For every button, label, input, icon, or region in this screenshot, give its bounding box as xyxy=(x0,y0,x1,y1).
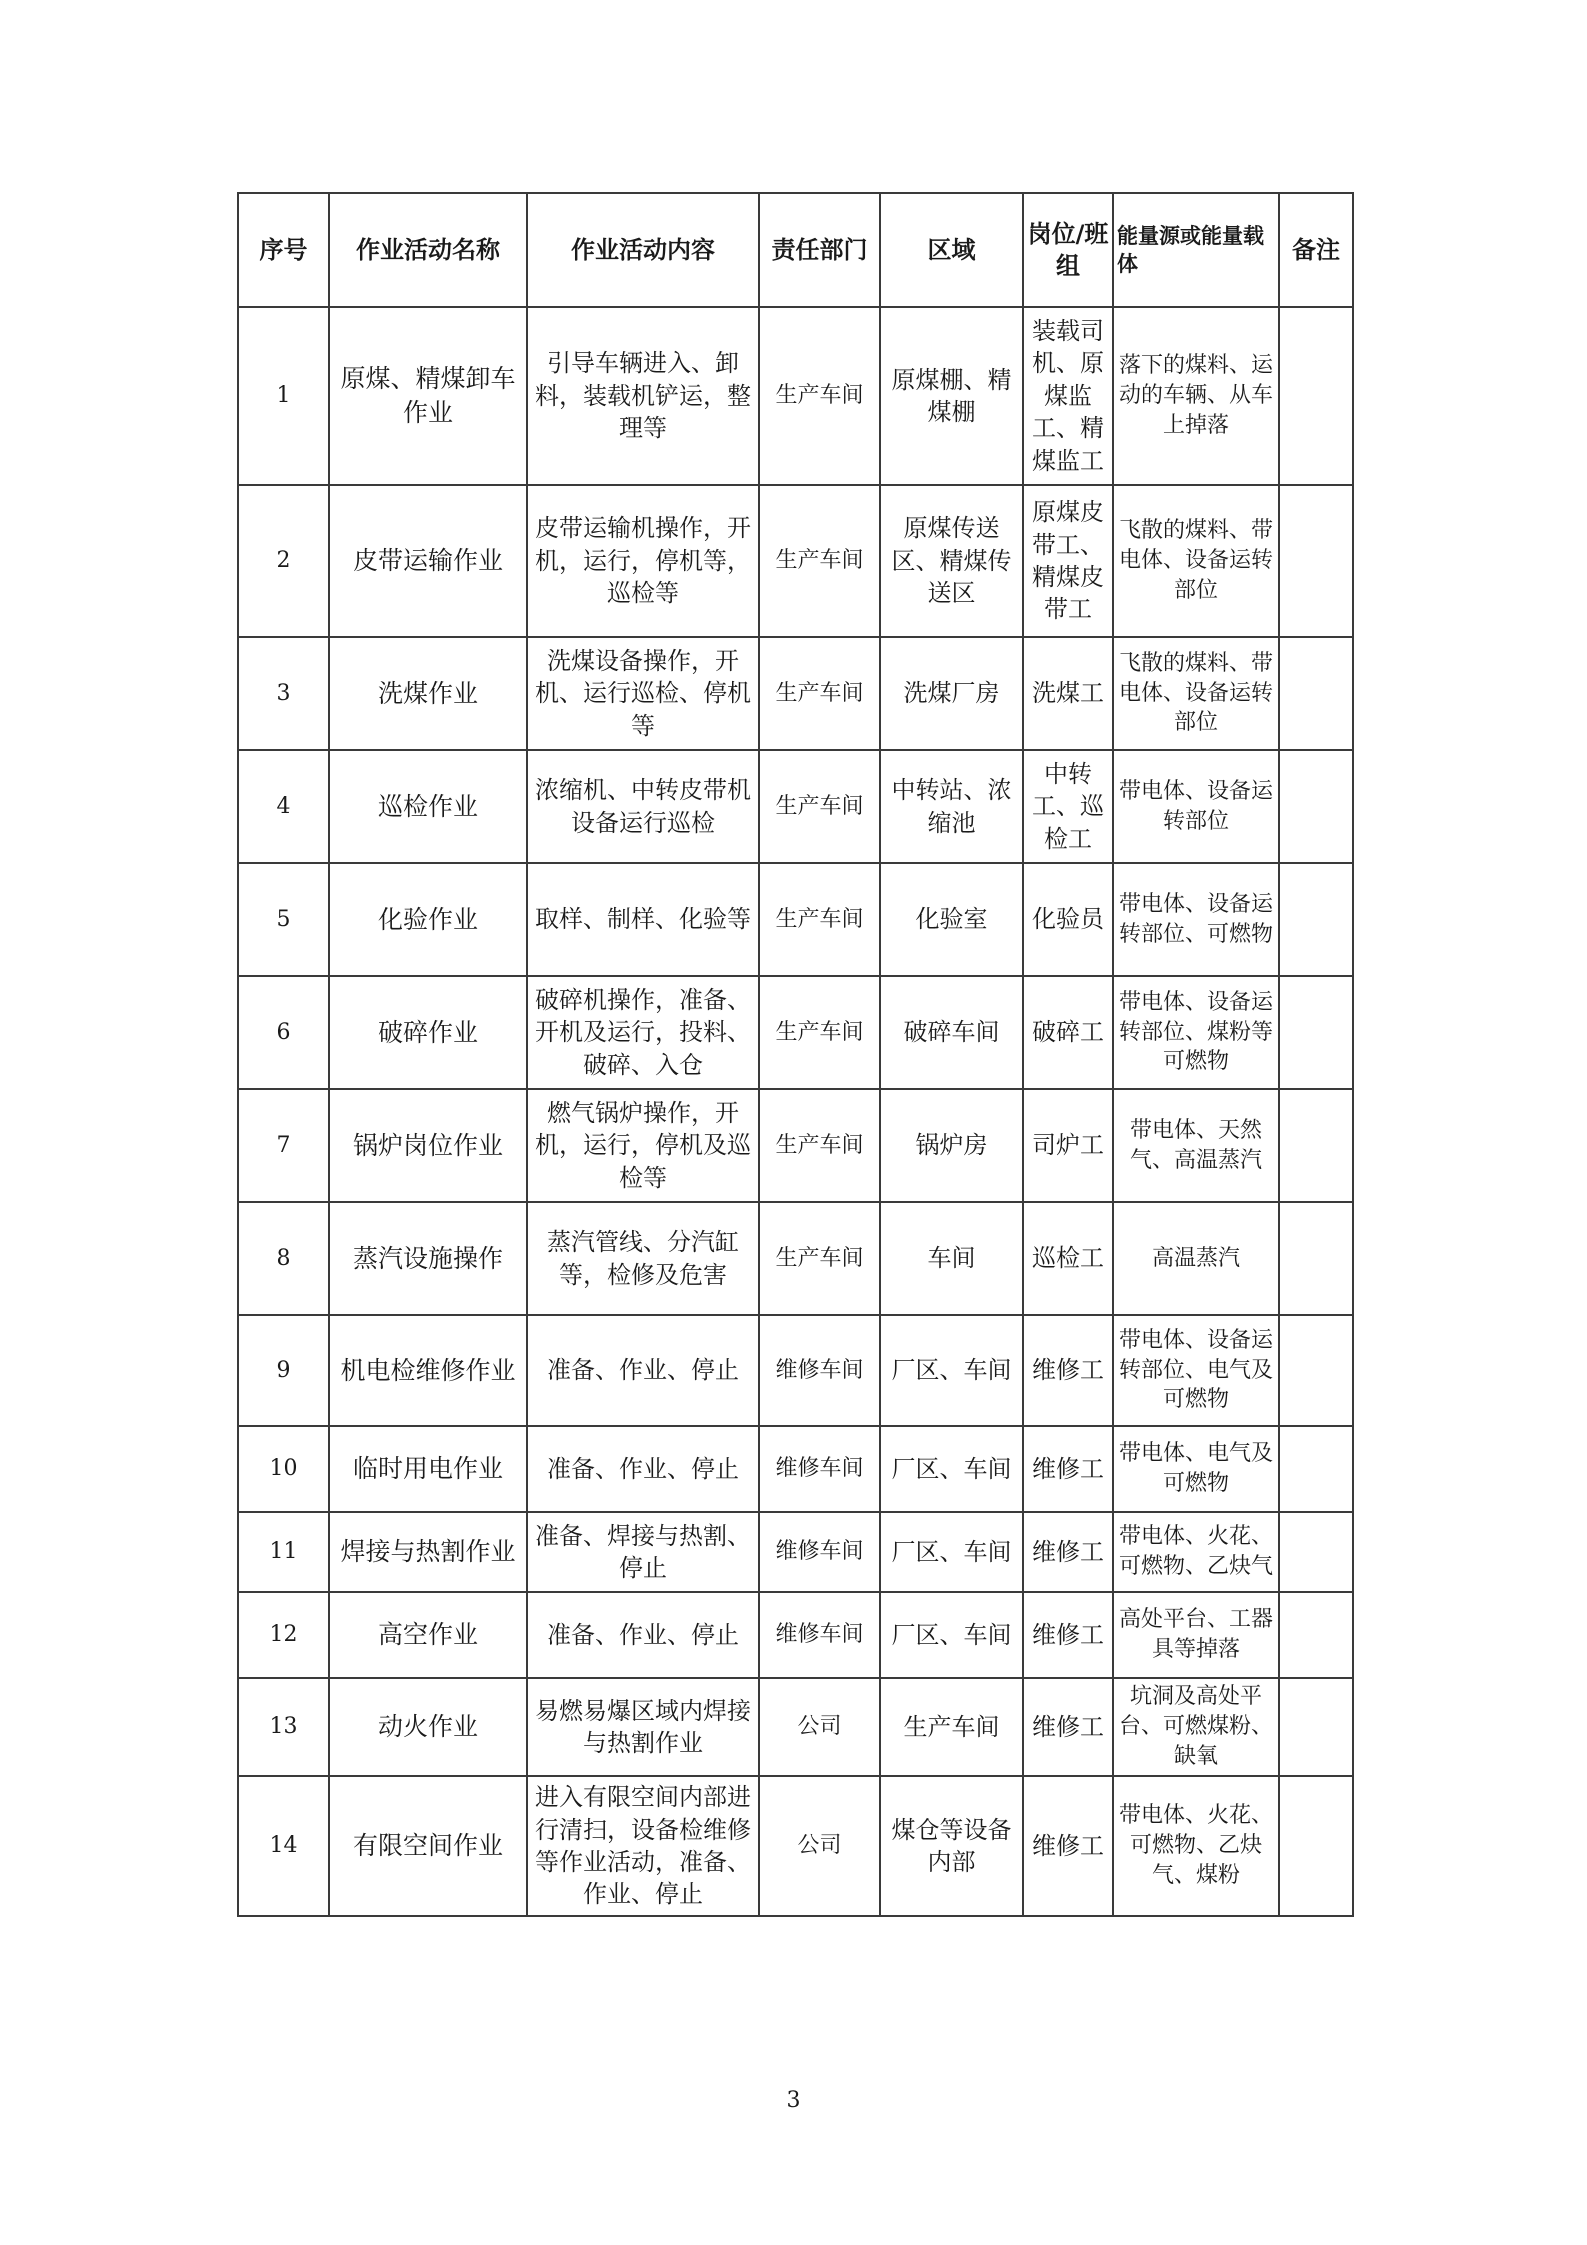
row-post: 洗煤工 xyxy=(1023,637,1113,750)
row-activity-name: 蒸汽设施操作 xyxy=(329,1202,527,1315)
row-activity-name: 焊接与热割作业 xyxy=(329,1512,527,1592)
row-energy-source: 带电体、电气及可燃物 xyxy=(1113,1426,1279,1512)
hazard-activity-table xyxy=(237,192,1354,1917)
row-department: 生产车间 xyxy=(759,485,880,637)
row-department: 维修车间 xyxy=(759,1512,880,1592)
row-area: 生产车间 xyxy=(880,1678,1023,1776)
table-row xyxy=(238,863,1353,976)
row-activity-name: 有限空间作业 xyxy=(329,1776,527,1916)
row-post: 司炉工 xyxy=(1023,1089,1113,1202)
row-activity-name: 原煤、精煤卸车作业 xyxy=(329,307,527,485)
row-area: 原煤棚、精煤棚 xyxy=(880,307,1023,485)
row-remark xyxy=(1279,863,1353,976)
row-energy-source: 带电体、天然气、高温蒸汽 xyxy=(1113,1089,1279,1202)
table-row xyxy=(238,637,1353,750)
row-activity-content: 准备、作业、停止 xyxy=(527,1426,759,1512)
header-remark: 备注 xyxy=(1279,193,1353,307)
row-post: 破碎工 xyxy=(1023,976,1113,1089)
row-activity-name: 破碎作业 xyxy=(329,976,527,1089)
row-seq: 3 xyxy=(238,637,329,750)
row-activity-content: 取样、制样、化验等 xyxy=(527,863,759,976)
row-post: 中转工、巡检工 xyxy=(1023,750,1113,863)
row-post: 原煤皮带工、精煤皮带工 xyxy=(1023,485,1113,637)
row-post: 维修工 xyxy=(1023,1512,1113,1592)
row-energy-source: 坑洞及高处平台、可燃煤粉、缺氧 xyxy=(1113,1678,1279,1776)
row-activity-name: 锅炉岗位作业 xyxy=(329,1089,527,1202)
row-area: 中转站、浓缩池 xyxy=(880,750,1023,863)
row-post: 巡检工 xyxy=(1023,1202,1113,1315)
row-activity-content: 破碎机操作，准备、开机及运行，投料、破碎、入仓 xyxy=(527,976,759,1089)
row-department: 生产车间 xyxy=(759,1202,880,1315)
table-row xyxy=(238,1089,1353,1202)
row-area: 车间 xyxy=(880,1202,1023,1315)
row-activity-content: 洗煤设备操作，开机、运行巡检、停机等 xyxy=(527,637,759,750)
row-activity-name: 巡检作业 xyxy=(329,750,527,863)
row-remark xyxy=(1279,637,1353,750)
row-seq: 11 xyxy=(238,1512,329,1592)
row-seq: 6 xyxy=(238,976,329,1089)
header-energy-source: 能量源或能量载体 xyxy=(1113,193,1279,307)
header-activity-content: 作业活动内容 xyxy=(527,193,759,307)
table-header-row xyxy=(238,193,1353,307)
row-activity-name: 机电检维修作业 xyxy=(329,1315,527,1426)
row-seq: 13 xyxy=(238,1678,329,1776)
row-department: 生产车间 xyxy=(759,976,880,1089)
row-remark xyxy=(1279,1678,1353,1776)
row-activity-name: 高空作业 xyxy=(329,1592,527,1678)
row-seq: 10 xyxy=(238,1426,329,1512)
row-activity-name: 临时用电作业 xyxy=(329,1426,527,1512)
row-remark xyxy=(1279,1776,1353,1916)
row-remark xyxy=(1279,1202,1353,1315)
row-area: 厂区、车间 xyxy=(880,1426,1023,1512)
row-area: 洗煤厂房 xyxy=(880,637,1023,750)
row-energy-source: 带电体、火花、可燃物、乙炔气 xyxy=(1113,1512,1279,1592)
row-activity-name: 化验作业 xyxy=(329,863,527,976)
table-row xyxy=(238,1678,1353,1776)
row-activity-content: 易燃易爆区域内焊接与热割作业 xyxy=(527,1678,759,1776)
row-activity-content: 准备、焊接与热割、停止 xyxy=(527,1512,759,1592)
row-activity-name: 动火作业 xyxy=(329,1678,527,1776)
row-seq: 14 xyxy=(238,1776,329,1916)
table-row xyxy=(238,1776,1353,1916)
table-row xyxy=(238,1315,1353,1426)
row-post: 维修工 xyxy=(1023,1776,1113,1916)
header-activity-name: 作业活动名称 xyxy=(329,193,527,307)
page-number: 3 xyxy=(786,2088,801,2113)
row-area: 厂区、车间 xyxy=(880,1512,1023,1592)
row-energy-source: 落下的煤料、运动的车辆、从车上掉落 xyxy=(1113,307,1279,485)
header-post: 岗位/班组 xyxy=(1023,193,1113,307)
row-remark xyxy=(1279,1426,1353,1512)
row-remark xyxy=(1279,1592,1353,1678)
row-department: 生产车间 xyxy=(759,750,880,863)
table-row xyxy=(238,750,1353,863)
row-energy-source: 带电体、设备运转部位、煤粉等可燃物 xyxy=(1113,976,1279,1089)
row-area: 厂区、车间 xyxy=(880,1315,1023,1426)
row-seq: 5 xyxy=(238,863,329,976)
row-seq: 8 xyxy=(238,1202,329,1315)
row-post: 维修工 xyxy=(1023,1426,1113,1512)
row-seq: 12 xyxy=(238,1592,329,1678)
row-activity-content: 燃气锅炉操作，开机，运行，停机及巡检等 xyxy=(527,1089,759,1202)
header-department: 责任部门 xyxy=(759,193,880,307)
row-department: 维修车间 xyxy=(759,1315,880,1426)
row-department: 生产车间 xyxy=(759,1089,880,1202)
header-seq: 序号 xyxy=(238,193,329,307)
row-activity-content: 引导车辆进入、卸料，装载机铲运，整理等 xyxy=(527,307,759,485)
row-activity-content: 浓缩机、中转皮带机设备运行巡检 xyxy=(527,750,759,863)
row-area: 煤仓等设备内部 xyxy=(880,1776,1023,1916)
row-remark xyxy=(1279,485,1353,637)
row-energy-source: 飞散的煤料、带电体、设备运转部位 xyxy=(1113,485,1279,637)
row-seq: 7 xyxy=(238,1089,329,1202)
row-energy-source: 高处平台、工器具等掉落 xyxy=(1113,1592,1279,1678)
row-activity-content: 皮带运输机操作，开机，运行，停机等，巡检等 xyxy=(527,485,759,637)
row-activity-content: 进入有限空间内部进行清扫，设备检维修等作业活动，准备、作业、停止 xyxy=(527,1776,759,1916)
row-remark xyxy=(1279,307,1353,485)
row-post: 化验员 xyxy=(1023,863,1113,976)
row-energy-source: 高温蒸汽 xyxy=(1113,1202,1279,1315)
row-activity-content: 蒸汽管线、分汽缸等，检修及危害 xyxy=(527,1202,759,1315)
row-remark xyxy=(1279,1089,1353,1202)
row-department: 维修车间 xyxy=(759,1426,880,1512)
row-activity-content: 准备、作业、停止 xyxy=(527,1592,759,1678)
row-post: 维修工 xyxy=(1023,1592,1113,1678)
row-energy-source: 飞散的煤料、带电体、设备运转部位 xyxy=(1113,637,1279,750)
row-activity-name: 皮带运输作业 xyxy=(329,485,527,637)
table-row xyxy=(238,976,1353,1089)
table-row xyxy=(238,1426,1353,1512)
header-area: 区域 xyxy=(880,193,1023,307)
row-energy-source: 带电体、火花、可燃物、乙炔气、煤粉 xyxy=(1113,1776,1279,1916)
table-row xyxy=(238,1512,1353,1592)
row-department: 公司 xyxy=(759,1776,880,1916)
table-row xyxy=(238,1202,1353,1315)
row-post: 维修工 xyxy=(1023,1678,1113,1776)
row-seq: 4 xyxy=(238,750,329,863)
table-row xyxy=(238,1592,1353,1678)
row-seq: 1 xyxy=(238,307,329,485)
row-remark xyxy=(1279,750,1353,863)
row-seq: 9 xyxy=(238,1315,329,1426)
table-row xyxy=(238,307,1353,485)
row-remark xyxy=(1279,976,1353,1089)
row-seq: 2 xyxy=(238,485,329,637)
row-area: 原煤传送区、精煤传送区 xyxy=(880,485,1023,637)
row-area: 厂区、车间 xyxy=(880,1592,1023,1678)
row-area: 破碎车间 xyxy=(880,976,1023,1089)
row-activity-content: 准备、作业、停止 xyxy=(527,1315,759,1426)
row-post: 维修工 xyxy=(1023,1315,1113,1426)
row-department: 生产车间 xyxy=(759,863,880,976)
row-energy-source: 带电体、设备运转部位、电气及可燃物 xyxy=(1113,1315,1279,1426)
row-remark xyxy=(1279,1315,1353,1426)
row-remark xyxy=(1279,1512,1353,1592)
row-department: 公司 xyxy=(759,1678,880,1776)
row-energy-source: 带电体、设备运转部位、可燃物 xyxy=(1113,863,1279,976)
row-area: 锅炉房 xyxy=(880,1089,1023,1202)
table-row xyxy=(238,485,1353,637)
row-department: 维修车间 xyxy=(759,1592,880,1678)
row-department: 生产车间 xyxy=(759,307,880,485)
row-activity-name: 洗煤作业 xyxy=(329,637,527,750)
row-post: 装载司机、原煤监工、精煤监工 xyxy=(1023,307,1113,485)
row-energy-source: 带电体、设备运转部位 xyxy=(1113,750,1279,863)
row-area: 化验室 xyxy=(880,863,1023,976)
row-department: 生产车间 xyxy=(759,637,880,750)
